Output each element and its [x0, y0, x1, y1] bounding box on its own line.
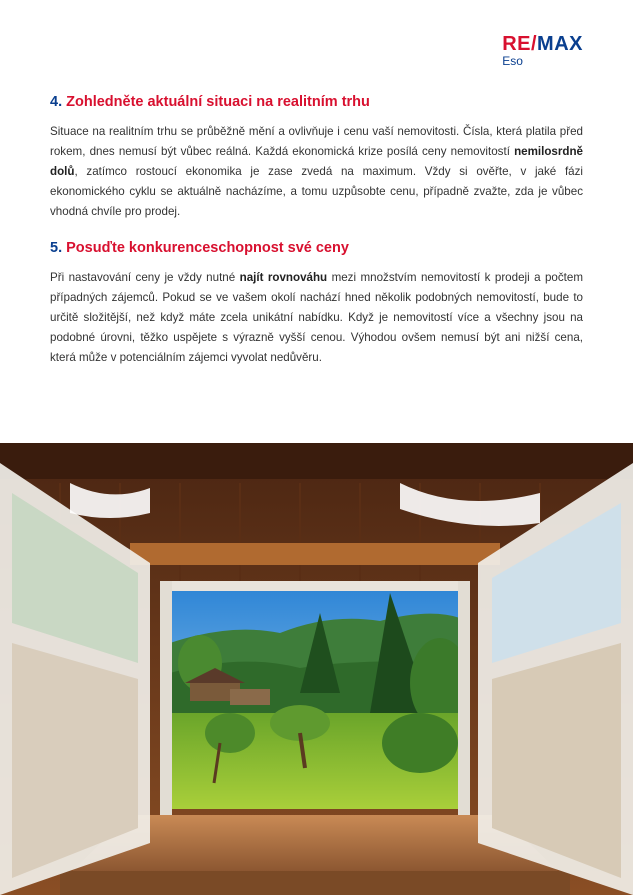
logo-slash: / — [530, 33, 538, 55]
section-5-paragraph — [50, 268, 583, 368]
section-5-number: 5. — [50, 240, 63, 256]
remax-logo — [502, 34, 583, 68]
section-4 — [50, 94, 583, 222]
window-view-photo — [0, 443, 633, 895]
section-4-number: 4. — [50, 94, 63, 110]
section-4-paragraph — [50, 122, 583, 222]
section-5-title: Posuďte konkurenceschopnost své ceny — [66, 240, 349, 256]
section-4-heading — [50, 94, 583, 110]
window-frame-right — [458, 581, 470, 817]
logo-wordmark — [502, 34, 583, 54]
logo-max: MAX — [537, 33, 583, 55]
window-frame-left — [160, 581, 172, 817]
ceiling-beam — [0, 443, 633, 479]
section-5-text-end: mezi množstvím nemovitostí k prodeji a počtem případných zájemců. Pokud se ve vašem okolí nachází hned několik podobných nemovitostí, bude to určitě složitější, než když máte zcela unikátní nabídku. Když je nemovitostí více a všechny jsou na podobné úrovni, těžko uspějete s výrazně vyšší cenou. Výhodou ovšem nemusí být ani nižší cena, která může v potenciálním zájemci vyvolat nedůvěru. — [50, 271, 583, 364]
section-5-bold-text: najít rovnováhu — [239, 271, 328, 284]
section-4-title: Zohledněte aktuální situaci na realitním trhu — [66, 94, 370, 110]
section-4-bold-text: nemilosrdně dolů — [50, 145, 583, 178]
section-5 — [50, 240, 583, 368]
window-frame-top — [160, 581, 470, 591]
logo-office-name: Eso — [502, 54, 523, 68]
logo-re: RE — [502, 33, 531, 55]
section-5-text-start: Při nastavování ceny je vždy nutné — [50, 271, 240, 284]
section-4-text-end: , zatímco rostoucí ekonomika je zase zvedá na maximum. Vždy si ověřte, v jaké fázi ekonomického cyklu se aktuálně nacházíme, a tomu uzpůsobte cenu, případně zvažte, zda je vůbec vhodná chvíle pro prodej. — [50, 165, 583, 218]
window-lintel — [130, 543, 500, 565]
section-4-text-start: Situace na realitním trhu se průběžně mění a ovlivňuje i cenu vaší nemovitosti. Čísla, která platila před rokem, dnes nemusí být vůbec reálná. Každá ekonomická krize posílá ceny nemovitostí — [50, 125, 583, 158]
section-5-heading — [50, 240, 583, 256]
